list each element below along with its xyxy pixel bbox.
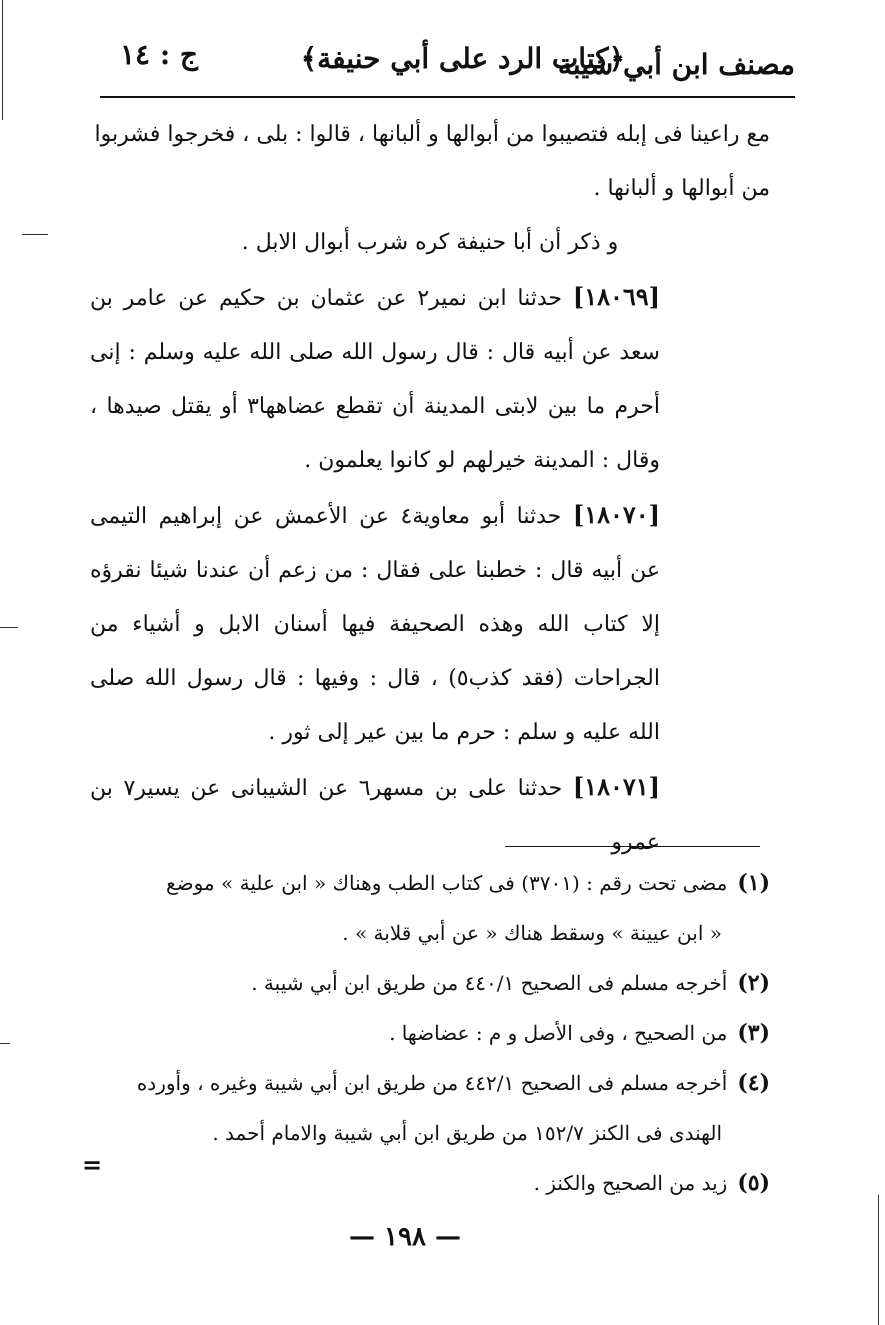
- footnote-4: [90, 1058, 770, 1108]
- scan-edge-line: [2, 0, 3, 120]
- footnote-3: [90, 1008, 770, 1058]
- hadith-text: حدثنا أبو معاوية٤ عن الأعمش عن إبراهيم التيمى عن أبيه قال : خطبنا على فقال : من زعم أن عندنا شيئا نقرؤه إلا كتاب الله وهذه الصحيفة فيها أسنان الابل و أشياء من الجراحات (فقد كذب٥) ، قال : وفيها : قال رسول الله صلى الله عليه و سلم : حرم ما بين عير إلى ثور .: [90, 504, 660, 745]
- footnote-4-continued: الهندى فى الكنز ١٥٢/٧ من طريق ابن أبي شيبة والامام أحمد .: [212, 1121, 722, 1145]
- hadith-18071: [90, 760, 770, 870]
- header-rule: [100, 96, 795, 98]
- hadith-18069: [90, 270, 770, 488]
- margin-tick: [22, 234, 48, 235]
- footnote-5: [90, 1158, 770, 1208]
- volume-number: ج : ١٤: [120, 38, 198, 71]
- text-line: مع راعينا فى إبله فتصيبوا من أبوالها و ألبانها ، قالوا : بلى ، فخرجوا فشربوا: [94, 122, 770, 147]
- footnote-2: [90, 958, 770, 1008]
- footnote-1: [90, 858, 770, 908]
- footnote-text: زيد من الصحيح والكنز .: [533, 1171, 728, 1195]
- main-text: [90, 108, 770, 870]
- section-title: ﴿كتاب الرد على أبي حنيفة﴾: [300, 42, 625, 75]
- footnote-text: أخرجه مسلم فى الصحيح ٤٤٢/١ من طريق ابن أبي شيبة وغيره ، وأورده: [136, 1071, 728, 1095]
- text-line: من أبوالها و ألبانها .: [593, 176, 770, 201]
- footnote-number: (٤): [737, 1070, 770, 1096]
- book-title: مصنف ابن أبي شيبة: [557, 48, 795, 81]
- margin-tick: [0, 1043, 10, 1044]
- equals-mark: =: [82, 1150, 103, 1179]
- text-line: و ذكر أن أبا حنيفة كره شرب أبوال الابل .: [241, 230, 619, 255]
- footnote-number: (٢): [737, 970, 770, 996]
- margin-tick: [0, 627, 18, 628]
- hadith-number: [١٨٠٦٩]: [572, 282, 661, 311]
- footnote-number: (٥): [737, 1170, 770, 1196]
- hadith-number: [١٨٠٧٠]: [572, 500, 660, 529]
- hadith-text: حدثنا ابن نمير٢ عن عثمان بن حكيم عن عامر بن سعد عن أبيه قال : قال رسول الله صلى الله عليه وسلم : إنى أحرم ما بين لابتى المدينة أن تقطع عضاهها٣ أو يقتل صيدها ، وقال : المدينة خيرلهم لو كانوا يعلمون .: [90, 286, 660, 473]
- hadith-18070: [90, 488, 770, 760]
- footnote-rule: [505, 846, 760, 847]
- footnotes: [90, 858, 770, 1208]
- footnote-text: من الصحيح ، وفى الأصل و م : عضاضها .: [389, 1021, 728, 1045]
- footnote-number: (٣): [737, 1020, 770, 1046]
- hadith-number: [١٨٠٧١]: [572, 772, 660, 801]
- hadith-text: حدثنا على بن مسهر٦ عن الشيبانى عن يسير٧ بن عمرو: [90, 776, 660, 855]
- footnote-number: (١): [737, 870, 770, 896]
- scan-edge-line: [878, 1195, 879, 1325]
- footnote-text: أخرجه مسلم فى الصحيح ٤٤٠/١ من طريق ابن أبي شيبة .: [251, 971, 728, 995]
- running-header: [100, 30, 795, 94]
- footnote-1-continued: « ابن عيينة » وسقط هناك « عن أبي قلابة » .: [342, 921, 722, 945]
- page-number: — ١٩٨ —: [348, 1222, 462, 1252]
- footnote-text: مضى تحت رقم : (٣٧٠١) فى كتاب الطب وهناك « ابن علية » موضع: [165, 871, 728, 895]
